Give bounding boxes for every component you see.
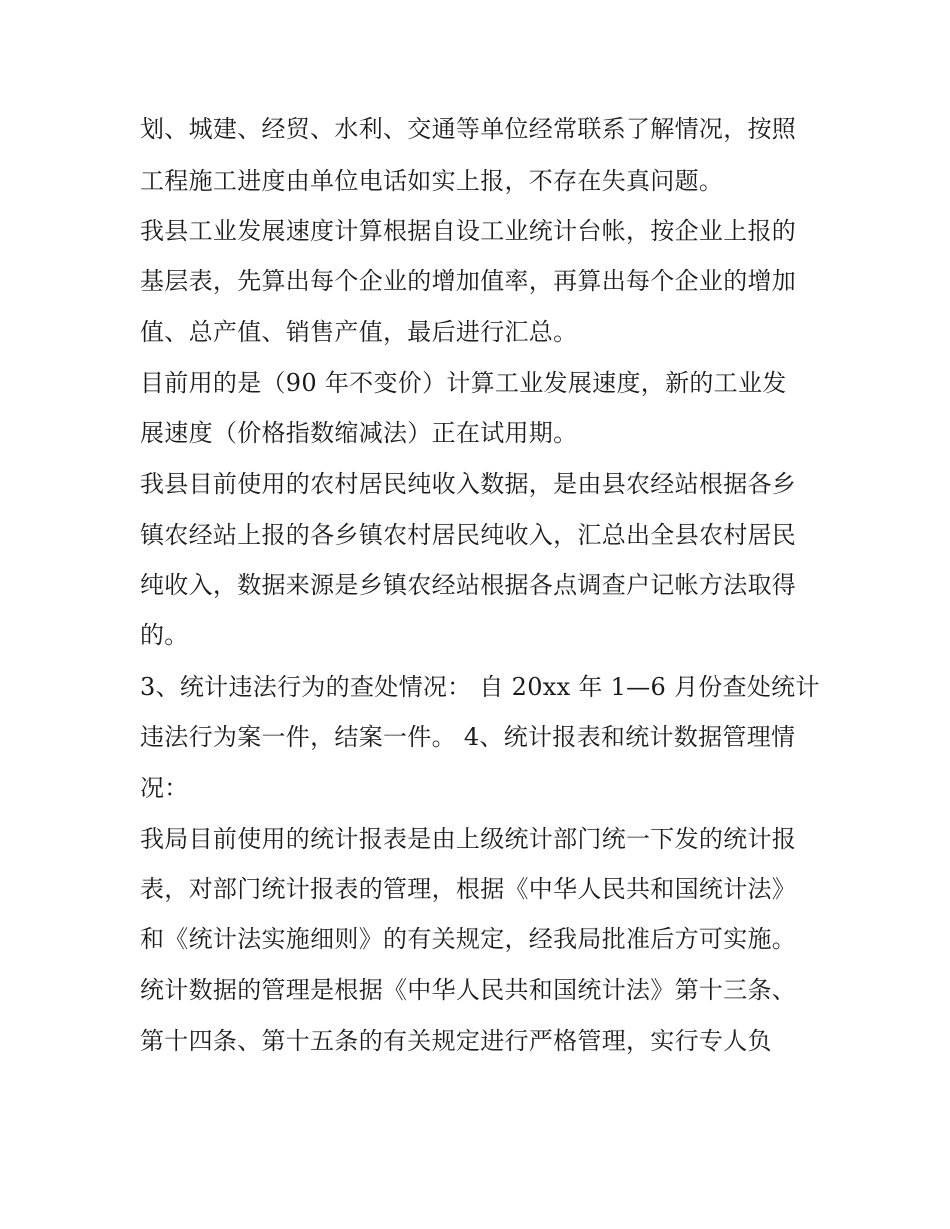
text-line: 划、城建、经贸、水利、交通等单位经常联系了解情况，按照 — [140, 115, 797, 143]
text-line: 表，对部门统计报表的管理，根据《中华人民共和国统计法》 — [140, 875, 797, 903]
text-line: 我县工业发展速度计算根据自设工业统计台帐，按企业上报的 — [140, 217, 797, 245]
text-line: 纯收入，数据来源是乡镇农经站根据各点调查户记帐方法取得 — [140, 571, 797, 599]
text-line: 的。 — [140, 621, 189, 649]
text-line: 第十四条、第十五条的有关规定进行严格管理，实行专人负 — [140, 1027, 772, 1055]
text-line: 违法行为案一件，结案一件。 4、统计报表和统计数据管理情 — [140, 723, 796, 751]
text-line: 统计数据的管理是根据《中华人民共和国统计法》第十三条、 — [140, 976, 797, 1004]
text-line: 况： — [140, 774, 189, 802]
text-line: 基层表，先算出每个企业的增加值率，再算出每个企业的增加 — [140, 267, 797, 295]
text-line: 和《统计法实施细则》的有关规定，经我局批准后方可实施。 — [140, 925, 797, 953]
text-line: 展速度（价格指数缩减法）正在试用期。 — [140, 419, 578, 447]
text-line: 3、统计违法行为的查处情况： 自 20xx 年 1—6 月份查处统计 — [140, 673, 820, 701]
text-line: 镇农经站上报的各乡镇农村居民纯收入，汇总出全县农村居民 — [140, 521, 797, 549]
text-line: 工程施工进度由单位电话如实上报，不存在失真问题。 — [140, 167, 724, 195]
text-line: 我县目前使用的农村居民纯收入数据，是由县农经站根据各乡 — [140, 470, 797, 498]
text-line: 值、总产值、销售产值，最后进行汇总。 — [140, 318, 578, 346]
text-line: 目前用的是（90 年不变价）计算工业发展速度，新的工业发 — [140, 369, 787, 397]
text-line: 我局目前使用的统计报表是由上级统计部门统一下发的统计报 — [140, 825, 797, 853]
